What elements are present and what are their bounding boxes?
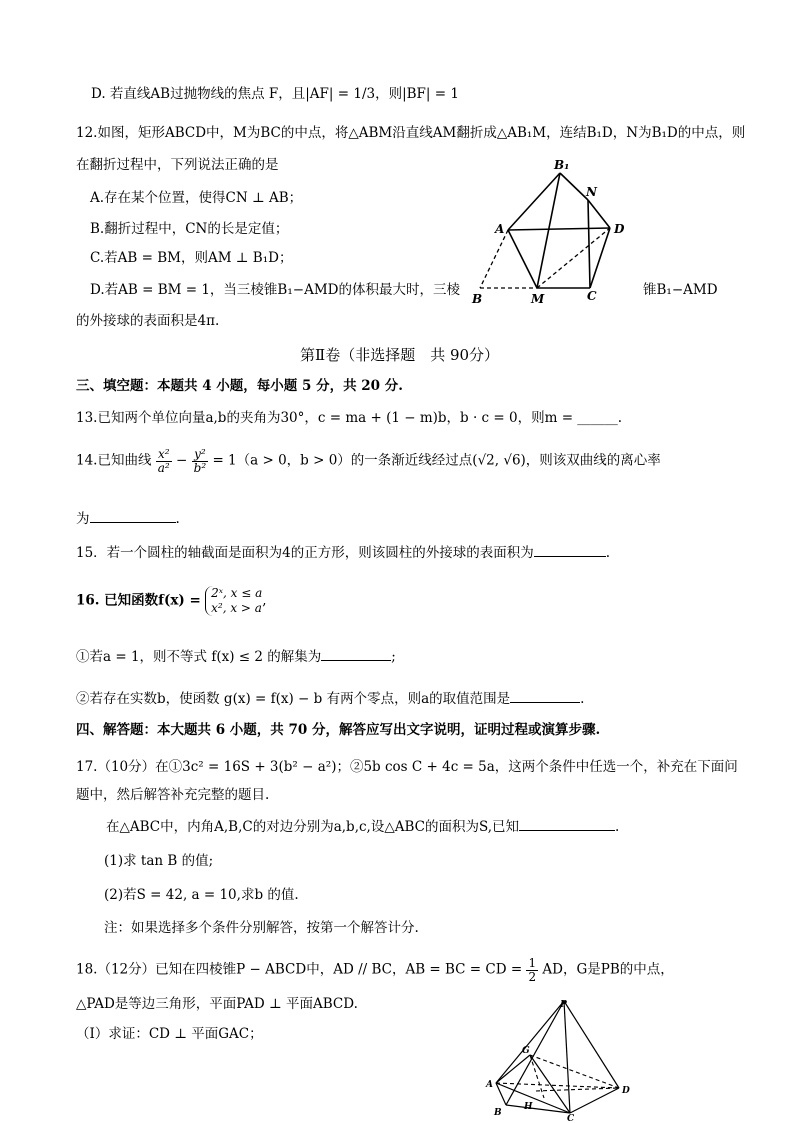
q17-line1: 17.（10分）在①3c² = 16S + 3(b² − a²)；②5b cos C + 4c = 5a，这两个条件中任选一个，补充在下面问 [76,759,738,775]
q16-prefix: 16. 已知函数f(x) = [76,592,201,609]
q14-fraction-x [156,448,172,474]
q14-suffix: = 1（a > 0，b > 0）的一条渐近线经过点(√2, √6)，则该双曲线的离心率 [212,452,661,469]
q12-option-c: C.若AB = BM，则AM ⊥ B₁D； [90,250,293,266]
q12-option-d-tail: 锥B₁−AMD [643,282,718,298]
fig12-label-n: N [586,185,597,199]
q14-answer-blank[interactable] [90,510,176,523]
q12-figure [462,160,642,310]
fig18-label-h: H [524,1102,533,1112]
q15-answer-blank[interactable] [534,544,606,557]
q12-stem-2: 在翻折过程中，下列说法正确的是 [76,157,279,173]
fig12-label-a: A [495,222,505,236]
q14-prefix: 14.已知曲线 [76,452,152,469]
q16-sub2-text: ②若存在实数b，使函数 g(x) = f(x) − b 有两个零点，则a的取值范围是 [76,691,511,707]
q18-line1-suffix: AD，G是PB的中点， [542,961,674,978]
q16-sub2-blank[interactable] [510,690,580,703]
q16-cases [205,586,262,616]
q17-part2: (2)若S = 42, a = 10,求b 的值. [104,887,299,903]
q17-line2: 题中，然后解答补充完整的题目. [76,787,270,803]
q17-note: 注：如果选择多个条件分别解答，按第一个解答计分. [104,920,419,936]
q16-case1: 2ˣ, x ≤ a [211,586,263,600]
q17-line3-text: 在△ABC中，内角A,B,C的对边分别为a,b,c,设△ABC的面积为S,已知 [106,819,520,835]
q17-condition-blank[interactable] [519,818,615,831]
q12-stem: 12.如图，矩形ABCD中，M为BC的中点，将△ABM沿直线AM翻折成△AB₁M，连结B₁D，N为B₁D的中点，则 [76,125,746,141]
section4-heading: 四、解答题：本大题共 6 小题，共 70 分，解答应写出文字说明，证明过程或演算步骤. [76,722,601,738]
q16-sub1: ①若a = 1，则不等式 f(x) ≤ 2 的解集为 ; [76,649,396,665]
fig18-label-p: P [560,1000,567,1010]
q16-sub1-blank[interactable] [321,648,391,661]
q18-figure [484,995,634,1121]
part2-title: 第Ⅱ卷（非选择题 共 90分） [300,346,500,364]
fig12-label-b: B [472,292,483,306]
fig12-label-c: C [587,289,597,303]
q14-den1: a² [157,460,170,475]
q16-line: 16. 已知函数f(x) = 2ˣ, x ≤ a x², x > a , [76,586,267,615]
q13-text: 13.已知两个单位向量a,b的夹角为30°，c = ma + (1 − m)b，b · c = 0，则m = ______. [76,410,623,426]
q14-line2-text: 为 [76,511,90,527]
fig18-label-d: D [622,1086,630,1096]
q17-part1: (1)求 tan B 的值; [104,853,214,869]
q14-line2: 为 . [76,511,180,527]
q14-fraction-y [192,448,209,474]
q18-line1-prefix: 18.（12分）已知在四棱锥P − ABCD中，AD // BC，AB = BC = CD = [76,961,523,978]
q16-case2: x², x > a [211,601,262,615]
q12-option-b: B.翻折过程中，CN的长是定值； [90,221,289,237]
q15-line: 15．若一个圆柱的轴截面是面积为4的正方形，则该圆柱的外接球的表面积为 . [76,545,611,561]
fig18-label-g: G [522,1046,530,1056]
q16-sub1-text: ①若a = 1，则不等式 f(x) ≤ 2 的解集为 [76,649,322,665]
q14-line1: 14.已知曲线 $\frac{\text{x²}}{\text{a²}}$ − $\frac{\text{y²}}{\text{b²}}$ = 1（a > 0，b > 0）的一条渐近线经过点(√2, √6)，则该双曲线的离心率 [76,447,661,475]
q18-half-num: 1 [528,956,537,970]
q15-text: 15．若一个圆柱的轴截面是面积为4的正方形，则该圆柱的外接球的表面积为 [76,545,534,561]
q14-num1: x² [156,448,172,462]
q12-option-d-line2: 的外接球的表面积是4π. [76,313,220,329]
q18-line2: △PAD是等边三角形，平面PAD ⊥ 平面ABCD. [76,996,358,1012]
q17-line3: 在△ABC中，内角A,B,C的对边分别为a,b,c,设△ABC的面积为S,已知 . [106,819,620,835]
fig12-label-d: D [614,222,625,236]
q12-option-d: D.若AB = BM = 1，当三棱锥B₁−AMD的体积最大时，三棱 [90,282,460,298]
q14-den2: b² [193,460,207,475]
fig12-label-b1: B₁ [554,160,570,172]
q18-line1 [76,957,674,983]
q18-part1: （Ⅰ）求证：CD ⊥ 平面GAC； [76,1026,263,1042]
q11-option-d-text: D. 若直线AB过抛物线的焦点 F，且|AF| = 1/3，则|BF| = 1 [91,86,459,102]
q18-half-den: 2 [528,969,537,984]
q14-num2: y² [192,448,209,462]
fig18-label-c: C [567,1114,575,1121]
fig18-label-b: B [494,1108,502,1118]
section3-heading: 三、填空题：本题共 4 小题，每小题 5 分，共 20 分. [76,378,403,394]
q11-option-d [91,86,459,102]
q12-option-a: A.存在某个位置，使得CN ⊥ AB； [90,190,303,206]
fig12-label-m: M [531,292,545,306]
fig18-label-a: A [486,1080,493,1090]
q16-sub2: ②若存在实数b，使函数 g(x) = f(x) − b 有两个零点，则a的取值范围是 . [76,691,585,707]
q18-half-fraction [526,957,538,983]
